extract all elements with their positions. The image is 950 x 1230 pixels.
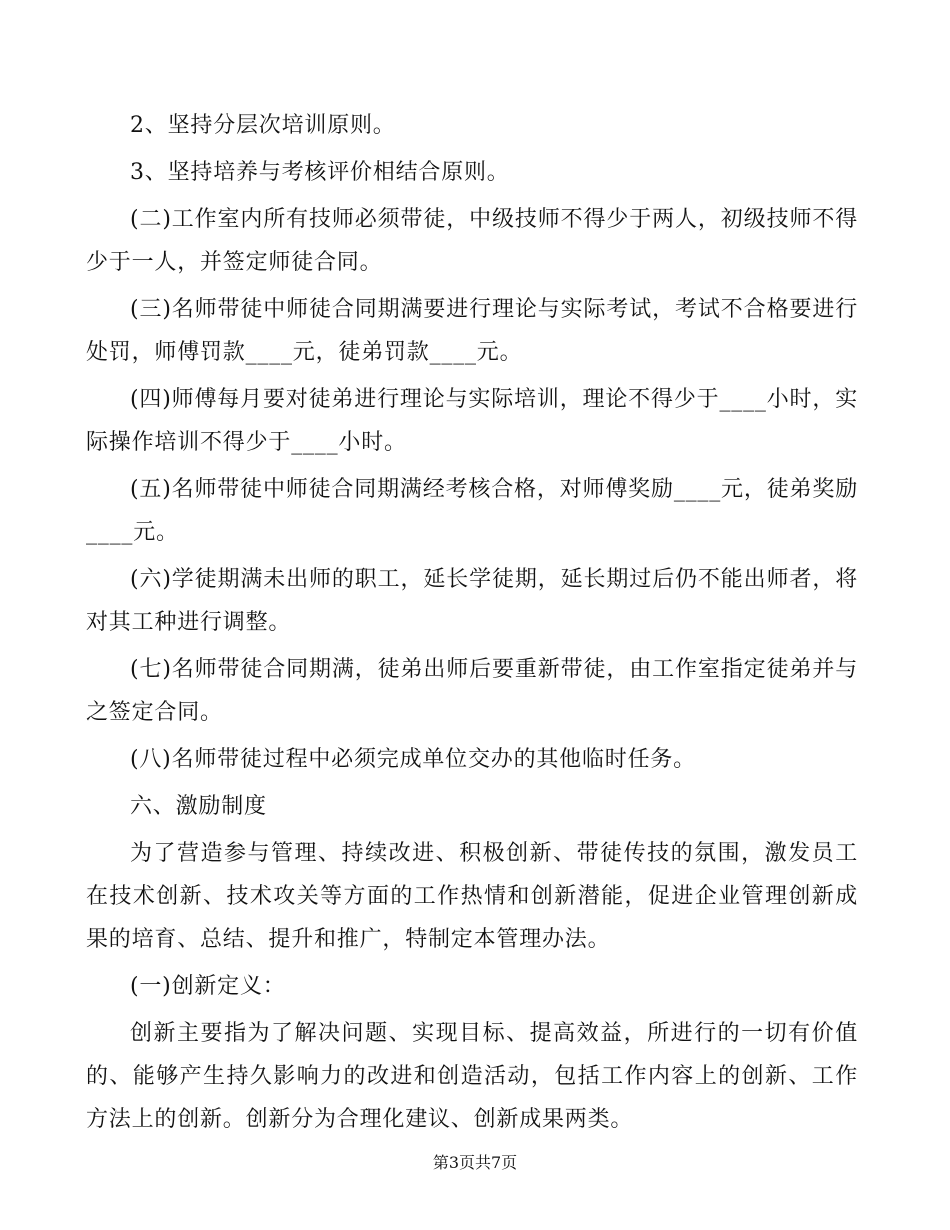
paragraph: (四)师傅每月要对徒弟进行理论与实际培训，理论不得少于____小时，实际操作培训不得少于____小时。 [86,387,858,455]
paragraph: 为了营造参与管理、持续改进、积极创新、带徒传技的氛围，激发员工在技术创新、技术攻关等方面的工作热情和创新潜能，促进企业管理创新成果的培育、总结、提升和推广，特制定本管理办法。 [86,841,858,952]
paragraph: 创新主要指为了解决问题、实现目标、提高效益，所进行的一切有价值的、能够产生持久影响力的改进和创造活动，包括工作内容上的创新、工作方法上的创新。创新分为合理化建议、创新成果两类。 [86,1021,858,1132]
paragraph: (六)学徒期满未出师的职工，延长学徒期，延长期过后仍不能出师者，将对其工种进行调整。 [86,567,858,635]
page-number-footer: 第3页共7页 [432,1153,518,1172]
paragraph: (二)工作室内所有技师必须带徒，中级技师不得少于两人，初级技师不得少于一人，并签定师徒合同。 [86,207,858,275]
paragraph: (五)名师带徒中师徒合同期满经考核合格，对师傅奖励____元，徒弟奖励____元。 [86,477,858,545]
paragraph: (八)名师带徒过程中必须完成单位交办的其他临时任务。 [130,747,696,772]
document-body [86,104,858,1145]
paragraph: 2、坚持分层次培训原则。 [130,113,396,138]
paragraph: (七)名师带徒合同期满，徒弟出师后要重新带徒，由工作室指定徒弟并与之签定合同。 [86,657,858,725]
paragraph: (三)名师带徒中师徒合同期满要进行理论与实际考试，考试不合格要进行处罚，师傅罚款____元，徒弟罚款____元。 [86,297,858,365]
subsection-heading: (一)创新定义： [130,974,286,999]
section-heading: 六、激励制度 [130,794,267,819]
paragraph: 3、坚持培养与考核评价相结合原则。 [130,160,510,185]
